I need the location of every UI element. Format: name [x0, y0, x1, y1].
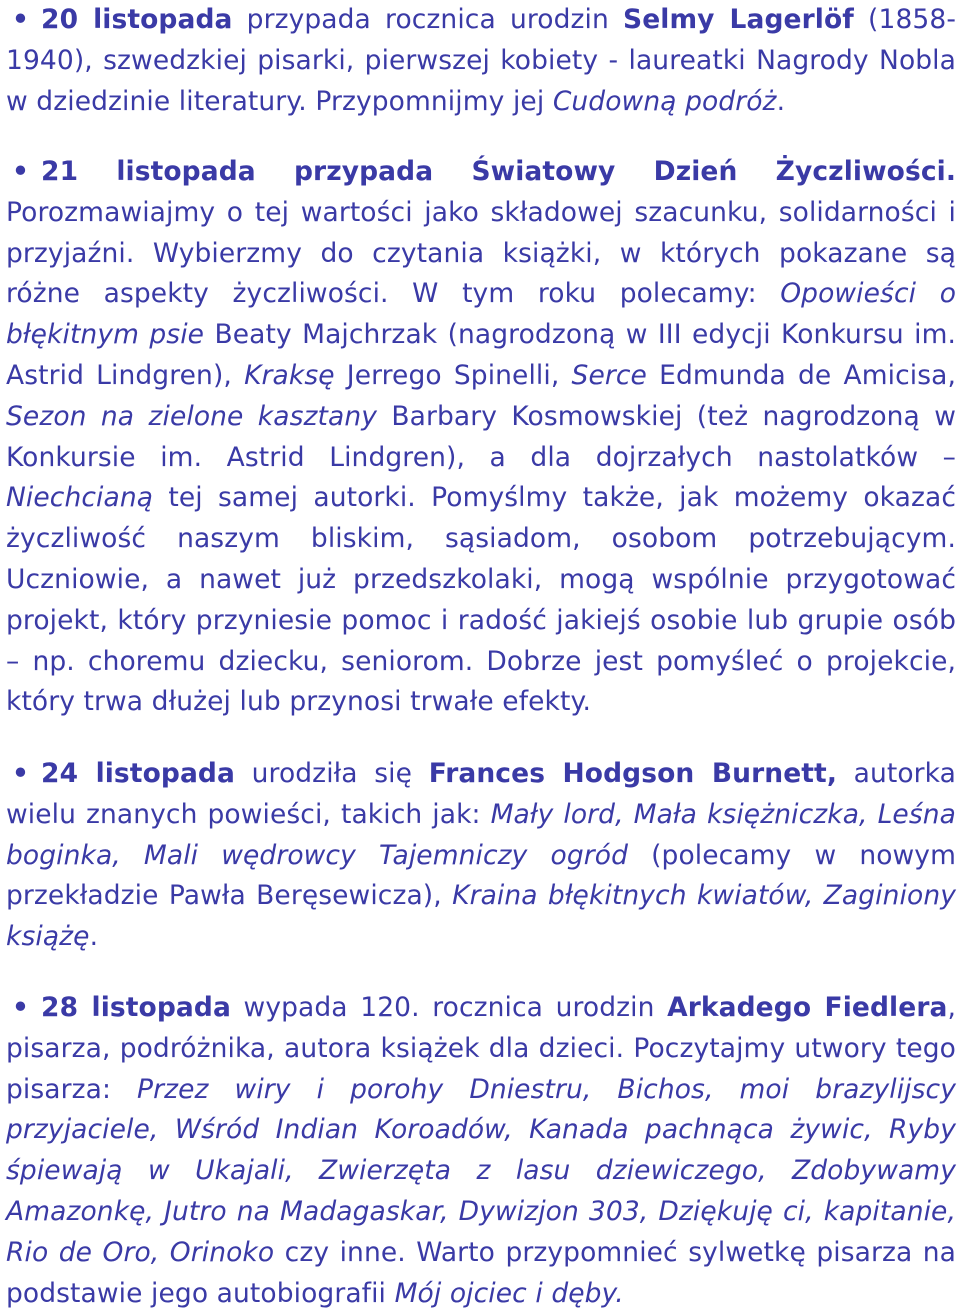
book-title: Mój ojciec i dęby. — [394, 1277, 624, 1309]
bullet-icon: • — [12, 4, 30, 35]
text-segment: Barbary Kosmowskiej (też nagrodzoną w Konkursie im. Astrid Lindgren), a dla dojrzałych nastolatków – — [6, 400, 956, 473]
text-segment: , pisarza, podróżnika, autora książek dla dzieci. Poczytajmy utwory tego pisarza: — [6, 992, 956, 1105]
book-title: Kraksę — [244, 359, 335, 391]
text-segment: Selmy Lagerlöf — [623, 4, 854, 35]
book-title: Cudowną podróż — [552, 85, 777, 117]
paragraph-arkady-fiedler — [6, 988, 956, 1314]
book-title: Niechcianą — [6, 482, 154, 514]
text-segment: przypada rocznica urodzin — [232, 4, 624, 35]
text-segment: Edmunda de Amicisa, — [646, 359, 956, 391]
paragraph-kindness-day — [6, 152, 956, 723]
book-title: Sezon na zielone kasztany — [6, 400, 378, 432]
text-segment: (polecamy w nowym przekładzie Pawła Beręsewicza), — [6, 839, 956, 912]
text-segment: czy inne. Warto przypomnieć sylwetkę pisarza na podstawie jego autobiografii — [6, 1236, 957, 1309]
text-segment: (1858-1940), szwedzkiej pisarki, pierwszej kobiety - laureatki Nagrody Nobla w dziedzinie literatury. Przypomnijmy jej — [6, 4, 956, 117]
text-segment: 28 listopada — [41, 992, 231, 1023]
paragraph-frances-burnett — [6, 754, 956, 958]
bullet-icon: • — [12, 156, 30, 187]
text-segment: 20 listopada — [41, 4, 233, 35]
text-segment: urodziła się — [235, 758, 429, 789]
paragraph-selma-lagerlof — [6, 0, 956, 122]
text-segment: autorka wielu znanych powieści, takich jak: — [6, 758, 956, 830]
text-segment: 21 listopada przypada Światowy Dzień Życzliwości. — [41, 156, 956, 187]
text-segment: wypada 120. rocznica urodzin — [230, 992, 668, 1023]
book-title: Opowieści o błękitnym psie — [6, 278, 957, 351]
text-segment: . — [89, 921, 99, 953]
bullet-icon: • — [12, 992, 30, 1023]
text-segment: 24 listopada — [41, 758, 235, 789]
book-title: Kraina błękitnych kwiatów, Zaginiony książę — [6, 880, 956, 953]
text-segment: Arkadego Fiedlera — [667, 992, 948, 1023]
text-segment: Frances Hodgson Burnett, — [428, 758, 837, 789]
book-title: Mały lord, Mała księżniczka, Leśna boginka, Mali wędrowcy Tajemniczy ogród — [6, 798, 956, 871]
book-title: Przez wiry i porohy Dniestru, Bichos, moi brazylijscy przyjaciele, Wśród Indian Koroadów, Kanada pachnąca żywic, Ryby śpiewają w Ukajali, Zwierzęta z lasu dziewiczego, Zdobywamy Amazonkę, Jutro na Madagaskar, Dywizjon 303, Dziękuję ci, kapitanie, Rio de Oro, Orinoko — [6, 1073, 956, 1268]
text-segment: Jerrego Spinelli, — [334, 359, 572, 391]
bullet-icon: • — [12, 758, 30, 789]
book-title: Serce — [571, 359, 647, 391]
text-segment: Beaty Majchrzak (nagrodzoną w III edycji Konkursu im. Astrid Lindgren), — [6, 319, 957, 391]
text-segment: Porozmawiajmy o tej wartości jako składowej szacunku, solidarności i przyjaźni. Wybierzmy do czytania książki, w których pokazane są różne aspekty życzliwości. W tym roku polecamy: — [6, 196, 956, 310]
text-segment: . — [776, 85, 786, 117]
text-segment: tej samej autorki. Pomyślmy także, jak możemy okazać życzliwość naszym bliskim, sąsiadom, osobom potrzebującym. Uczniowie, a nawet już przedszkolaki, mogą wspólnie przygotować projekt, który przyniesie pomoc i radość jakiejś osobie lub grupie osób – np. choremu dziecku, seniorom. Dobrze jest pomyśleć o projekcie, który trwa dłużej lub przynosi trwałe efekty. — [6, 482, 956, 718]
